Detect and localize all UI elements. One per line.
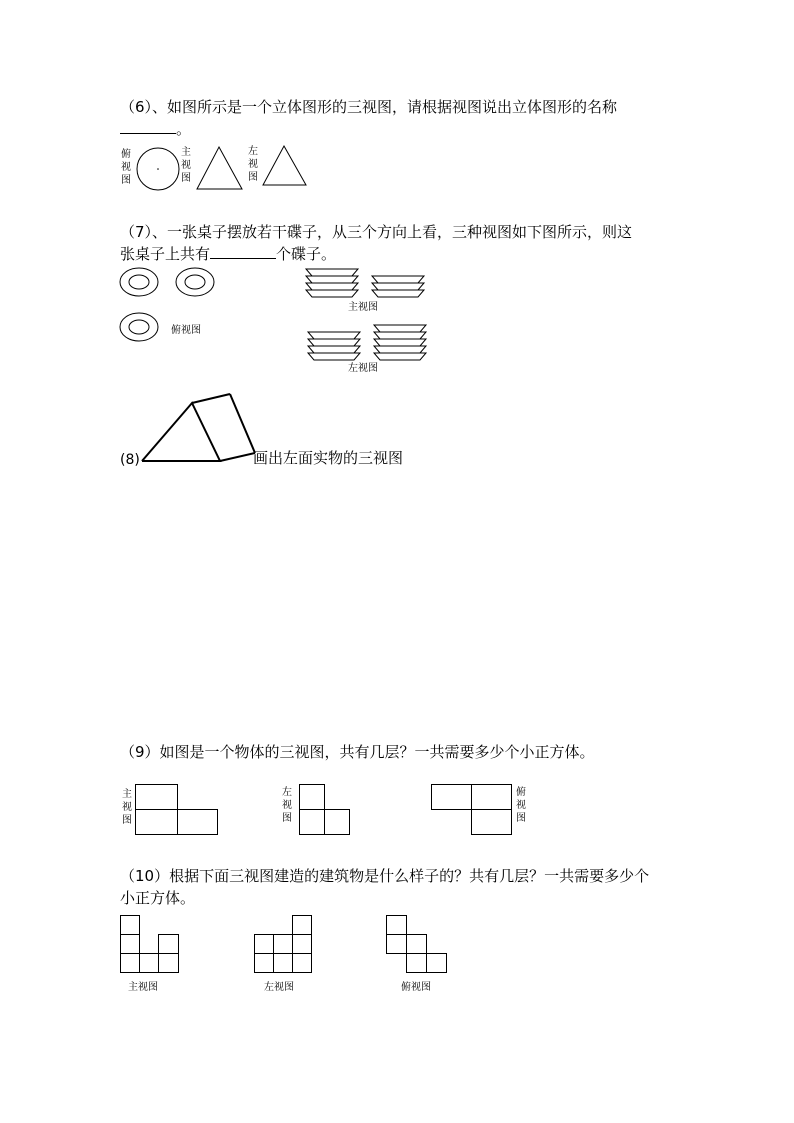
plate bbox=[306, 269, 358, 276]
q6-answer-line bbox=[120, 118, 191, 139]
grid-cell bbox=[121, 935, 140, 954]
plate bbox=[308, 353, 360, 360]
q7-front-view-label: 主视图 bbox=[348, 302, 378, 313]
grid-cell bbox=[387, 935, 407, 954]
q10-front-view-label: 主视图 bbox=[128, 982, 158, 993]
q6-top-view-circle bbox=[136, 146, 184, 194]
grid-cell bbox=[293, 935, 312, 954]
plate bbox=[306, 276, 358, 283]
plate-top-view bbox=[176, 268, 214, 296]
q9-front-view-label: 主 视 图 bbox=[122, 789, 132, 826]
q9-question-text: （9）如图是一个物体的三视图，共有几层？一共需要多少个小正方体。 bbox=[120, 743, 595, 761]
plate bbox=[372, 290, 424, 297]
grid-cell bbox=[407, 954, 427, 973]
grid-cell bbox=[325, 810, 350, 835]
grid-cell bbox=[255, 954, 274, 973]
plate bbox=[308, 339, 360, 346]
q10-question-line1: （10）根据下面三视图建造的建筑物是什么样子的？共有几层？一共需要多少个 bbox=[120, 867, 650, 885]
q6-left-view-label: 左 视 图 bbox=[248, 146, 258, 183]
grid-cell bbox=[300, 785, 325, 810]
q10-front-view-grid bbox=[120, 915, 182, 977]
plate bbox=[374, 325, 426, 332]
grid-cell bbox=[472, 810, 512, 835]
q9-left-view-grid bbox=[299, 784, 359, 839]
plate-stack bbox=[306, 269, 358, 297]
plate bbox=[306, 290, 358, 297]
q6-top-view-label: 俯 视 图 bbox=[121, 149, 131, 186]
q9-front-view-grid bbox=[135, 784, 225, 839]
plate bbox=[374, 353, 426, 360]
q7-left-view-plate-stacks bbox=[300, 320, 430, 362]
q7-line2-suffix: 个碟子。 bbox=[276, 245, 337, 263]
q6-question-text: （6）、如图所示是一个立体图形的三视图，请根据视图说出立体图形的名称 bbox=[120, 98, 618, 116]
grid-cell bbox=[159, 954, 179, 973]
plate bbox=[372, 283, 424, 290]
q7-left-view-label: 左视图 bbox=[348, 363, 378, 374]
q7-answer-blank[interactable] bbox=[210, 243, 276, 259]
plate-top-view bbox=[120, 268, 158, 296]
grid-cell bbox=[472, 785, 512, 810]
q9-left-view-label: 左 视 图 bbox=[282, 787, 292, 824]
q8-number: (8) bbox=[120, 452, 140, 468]
grid-cell bbox=[121, 954, 140, 973]
q7-front-view-plate-stacks bbox=[300, 260, 430, 300]
grid-cell bbox=[274, 954, 293, 973]
grid-cell bbox=[293, 954, 312, 973]
q6-answer-blank[interactable] bbox=[120, 118, 176, 134]
q8-instruction: 画出左面实物的三视图 bbox=[253, 449, 404, 467]
grid-cell bbox=[274, 935, 293, 954]
q10-top-view-label: 俯视图 bbox=[401, 982, 431, 993]
plate-top-view bbox=[120, 313, 158, 341]
grid-cell bbox=[178, 810, 218, 835]
q9-top-view-grid bbox=[431, 784, 521, 839]
grid-cell bbox=[300, 810, 325, 835]
grid-cell bbox=[432, 785, 472, 810]
grid-cell bbox=[159, 935, 179, 954]
q6-front-view-label: 主 视 图 bbox=[181, 147, 191, 184]
plate bbox=[308, 346, 360, 353]
grid-cell bbox=[293, 916, 312, 935]
plate-stack bbox=[374, 325, 426, 360]
plate bbox=[374, 339, 426, 346]
q6-period: 。 bbox=[176, 120, 192, 138]
plate bbox=[374, 346, 426, 353]
grid-cell bbox=[136, 785, 178, 810]
plate-stack bbox=[372, 276, 424, 297]
q6-left-view-triangle bbox=[261, 143, 311, 189]
q7-question-line1: （7）、一张桌子摆放若干碟子，从三个方向上看，三种视图如下图所示，则这 bbox=[120, 223, 633, 241]
q10-question-line2: 小正方体。 bbox=[120, 889, 196, 907]
q10-top-view-grid bbox=[386, 915, 450, 977]
q9-top-view-label: 俯 视 图 bbox=[516, 787, 526, 824]
grid-cell bbox=[407, 935, 427, 954]
grid-cell bbox=[387, 916, 407, 935]
plate bbox=[308, 332, 360, 339]
q7-line2-prefix: 张桌子上共有 bbox=[120, 245, 211, 263]
plate bbox=[374, 332, 426, 339]
q10-left-view-grid bbox=[254, 915, 316, 977]
plate-stack bbox=[308, 332, 360, 360]
grid-cell bbox=[427, 954, 447, 973]
grid-cell bbox=[140, 954, 159, 973]
grid-cell bbox=[136, 810, 178, 835]
plate bbox=[372, 276, 424, 283]
grid-cell bbox=[255, 935, 274, 954]
q7-top-view-label: 俯视图 bbox=[171, 325, 201, 336]
q6-front-view-triangle bbox=[196, 145, 246, 191]
grid-cell bbox=[121, 916, 140, 935]
plate bbox=[306, 283, 358, 290]
q10-left-view-label: 左视图 bbox=[264, 982, 294, 993]
